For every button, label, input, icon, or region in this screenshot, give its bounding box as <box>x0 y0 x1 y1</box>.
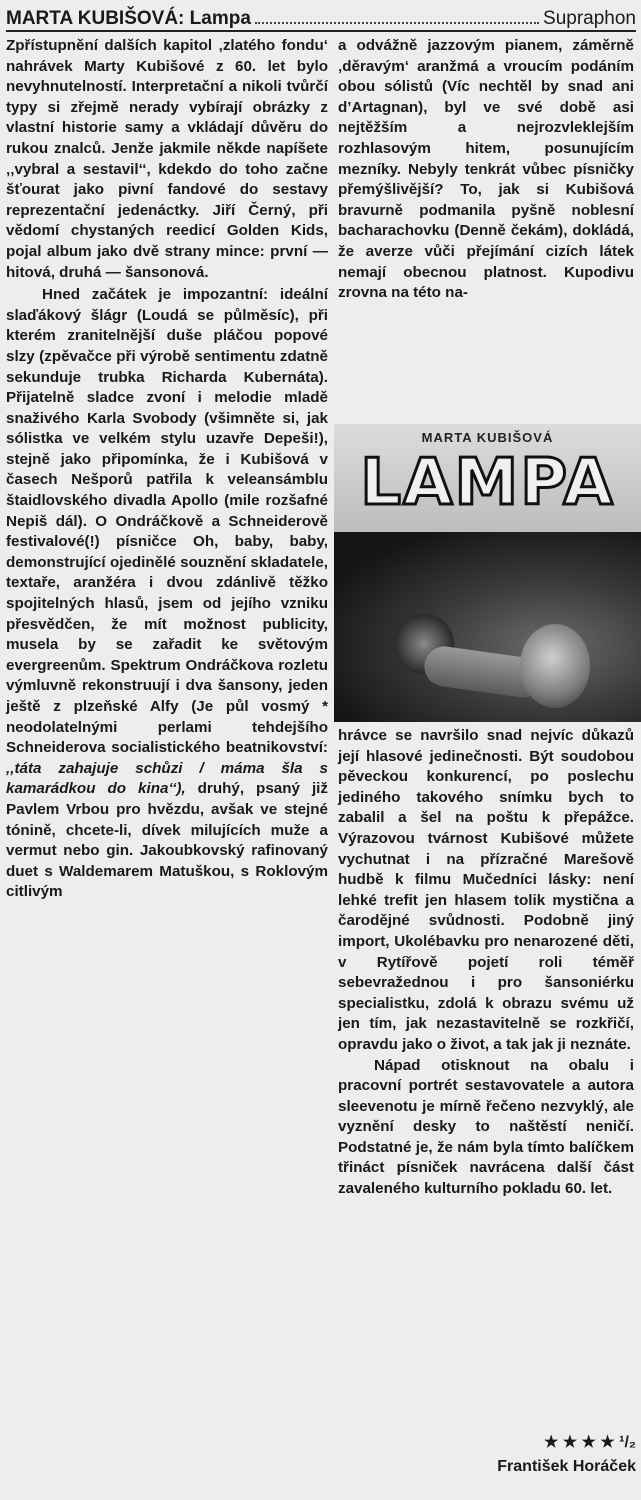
right-column-top <box>338 36 634 304</box>
cover-face <box>520 624 590 708</box>
paragraph-right-bottom-2: Nápad otisknout na obalu i pracovní portrét sestavovatele a autora sleevenotu je mírně řečeno nezvyklý, ale vyznění desky to naštěstí neničí. Podstatné je, že nám byla tímto balíčkem třináct písniček navrácena další část zavaleného kulturního pokladu 60. let. <box>338 1056 634 1198</box>
paragraph-main <box>6 285 328 903</box>
record-label: Supraphon <box>543 8 636 29</box>
cover-title: LAMPA <box>360 446 615 520</box>
left-column <box>6 36 328 903</box>
album-cover-image <box>334 424 641 722</box>
paragraph-main-text: Hned začátek je impozantní: ideální slaďákový šlágr (Loudá se půlměsíc), při kterém zranitelnější duše pláčou popové slzy (zpěvačce při výrobě sentimentu zdatně sekunduje trubka Richarda Kubernáta). Přijatelně sladce zvoní i melodie mladě snaživého Karla Svobody (všimněte si, jak sólistka ve velkém stylu uzavře Depeši!), stejně jako připomínka, že i Kubišová v časech Nešporů patřila k veleansámblu štaidlovského divadla Apollo (mile rozšafné Nepiš dál). O Ondráčkově a Schneiderově festivalové(!) písničce Oh, baby, baby, demonstrující ojedinělé souznění skladatele, textaře, aranžéra i dvou zdánlivě těžko spojitelných hlasů, jsem od jejího vzniku přesvědčen, že mít možnost publicity, musela by se zařadit ke světovým evergreenům. Spektrum Ondráčkova rozletu výmluvně rekonstruují i dva šansony, jeden ještě z plzeňské Alfy (Je půl vosmý * neodolatelnými perlami tehdejšího Schneiderova socialistického beatnikovství: <box>6 286 328 757</box>
cover-artist: MARTA KUBIŠOVÁ <box>421 430 554 445</box>
article-header <box>6 0 636 32</box>
paragraph-intro: Zpřístupnění dalších kapitol ‚zlatého fondu‘ nahrávek Marty Kubišové z 60. let bylo nevyhnutelností. Interpretační a nikoli tvůrčí typy si zřejmě nerady vybírají obrázky z vlastní historie samy a vkládají důvěru do rukou znalců. Jenže jakmile někde napíšete ‚‚vybral a sestavil‘‘, kdekdo do toho začne šťourat jako pivní fandové do sestavy reprezentační jedenáctky. Jiří Černý, při vědomí chystaných reedicí Golden Kids, pojal album jako dvě strany mince: první — hitová, druhá — šansonová. <box>6 37 328 281</box>
paragraph-right-top: a odvážně jazzovým pianem, záměrně ‚děravým‘ aranžmá a vroucím podáním obou sólistů (Víc nechtěl by snad ani d’Artagnan), byl ve své době asi nejtěžším a nejrozvleklejším rozhlasovým hitem, posunujícím mezníky. Nebyly tenkrát vůbec písničky přemýšlivější? To, jak si Kubišová bravurně podmanila pyšně noblesní bacharachovku (Denně čekám), dokládá, že averze vůči přejímání cizích látek nemají obecnou platnost. Kupodivu zrovna na této na- <box>338 37 634 302</box>
paragraph-main-cont: druhý, psaný již Pavlem Vrbou pro hvězdu, avšak ve stejné tónině, chcete-li, dívek milujících muže a vermut nebo gin. Jakoubkovský rafinovaný duet s Waldemarem Matuškou, s Roklovým citlivým <box>6 780 328 901</box>
paragraph-right-bottom-1: hrávce se navršilo snad nejvíc důkazů její hlasové jedinečnosti. Být soudobou pěveckou konkurencí, po poslechu jediného takového snímku bych to zabalil a šel na poštu k přepážce. Výrazovou tvárnost Kubišové můžete vychutnat i na přízračné Marešově hudbě k filmu Mučedníci lásky: není lehké trefit jen hlasem tolik mystična a čarodějné svůdnosti. Podobně jiný import, Ukolébavku pro nenarozené děti, v Rytířově pojetí roli téměř sebevražednou i pro šansoniérku specialistku, zdolá k obrazu svému už jen tím, jak nezastavitelně se rozkřičí, opravdu jako o život, a tak jak ji neznáte. <box>338 727 634 1053</box>
article-title: MARTA KUBIŠOVÁ: Lampa <box>6 8 251 29</box>
leader-dots <box>255 22 539 24</box>
author-name: František Horáček <box>497 1458 636 1475</box>
rating-stars: ★ ★ ★ ★ ¹/₂ <box>543 1434 636 1451</box>
cover-photo <box>334 532 641 722</box>
quote-lyrics: ‚‚táta zahajuje schůzi / máma šla s kamarádkou do kina‘‘), <box>6 759 328 798</box>
right-column-bottom <box>338 726 634 1200</box>
